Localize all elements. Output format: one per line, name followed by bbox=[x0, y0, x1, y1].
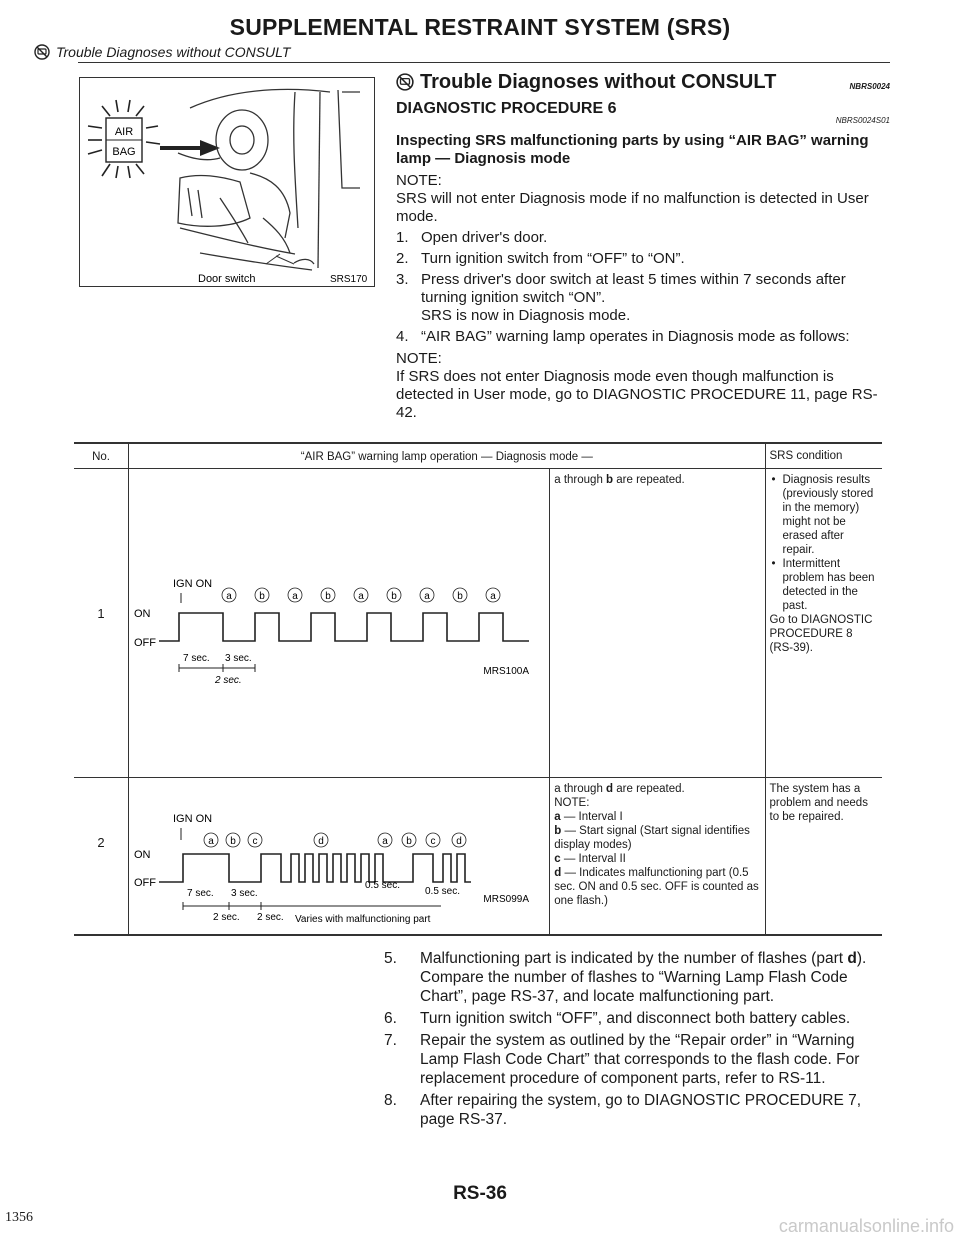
no-consult-icon bbox=[34, 44, 50, 60]
page-number: 1356 bbox=[5, 1210, 33, 1225]
bottom-steps bbox=[384, 946, 884, 1129]
figure-code: SRS170 bbox=[330, 274, 368, 285]
label-a: a bbox=[208, 836, 214, 847]
waveform-cell bbox=[129, 778, 550, 936]
time-05sec-a: 0.5 sec. bbox=[365, 880, 401, 891]
label-a: a bbox=[424, 591, 430, 602]
step-text: After repairing the system, go to DIAGNOSTIC PROCEDURE 7, page RS-37. bbox=[420, 1092, 862, 1128]
step-number: 2. bbox=[396, 250, 409, 267]
note2-label: NOTE: bbox=[396, 350, 442, 367]
time-2sec-b: 2 sec. bbox=[257, 912, 284, 923]
condition-cell bbox=[765, 778, 882, 936]
row-number: 2 bbox=[97, 835, 105, 850]
label-b: b bbox=[325, 591, 331, 602]
on-label: ON bbox=[134, 849, 151, 861]
label-a: a bbox=[382, 836, 388, 847]
step-text: Turn ignition switch from “OFF” to “ON”. bbox=[421, 250, 685, 267]
label-b: b bbox=[259, 591, 265, 602]
warning-lamp-icon bbox=[88, 100, 160, 178]
label-b: b bbox=[391, 591, 397, 602]
no-consult-icon bbox=[396, 73, 414, 91]
description-item: b — Start signal (Start signal identifies display modes) bbox=[554, 825, 750, 851]
time-7sec: 7 sec. bbox=[187, 888, 214, 899]
step-text: Open driver's door. bbox=[421, 229, 548, 246]
step-text: “AIR BAG” warning lamp operates in Diagnosis mode as follows: bbox=[421, 328, 850, 345]
condition-bullet: • Diagnosis results (previously stored in the memory) might not be erased after repair. bbox=[770, 473, 879, 557]
waveform-code: MRS099A bbox=[483, 894, 530, 905]
off-label: OFF bbox=[134, 637, 157, 649]
off-label: OFF bbox=[134, 877, 157, 889]
lamp-label-bag: BAG bbox=[112, 146, 136, 158]
procedure-heading: Inspecting SRS malfunctioning parts by using “AIR BAG” warning lamp — Diagnosis mode bbox=[396, 132, 869, 167]
ign-on-label: IGN ON bbox=[173, 813, 213, 825]
step-number: 7. bbox=[384, 1032, 397, 1049]
step-number: 1. bbox=[396, 229, 409, 246]
label-b: b bbox=[457, 591, 463, 602]
page-title: SUPPLEMENTAL RESTRAINT SYSTEM (SRS) bbox=[229, 14, 731, 40]
condition-text: The system has a problem and needs to be repaired. bbox=[769, 783, 868, 823]
condition-goto: Go to DIAGNOSTIC PROCEDURE 8 (RS-39). bbox=[769, 614, 873, 654]
step-item bbox=[396, 328, 890, 346]
row-number-cell bbox=[74, 469, 129, 778]
time-2sec-a: 2 sec. bbox=[213, 912, 240, 923]
step-item bbox=[384, 1091, 884, 1129]
sub-code: NBRS0024S01 bbox=[835, 116, 890, 125]
door-switch-figure bbox=[79, 77, 375, 287]
car-interior-drawing bbox=[178, 89, 360, 270]
section-code: NBRS0024 bbox=[849, 82, 890, 91]
description-cell bbox=[550, 778, 765, 936]
note2-text: If SRS does not enter Diagnosis mode even though malfunction is detected in User mode, go to DIAGNOSTIC PROCEDURE 11, page RS-42. bbox=[396, 368, 878, 421]
table-row bbox=[74, 778, 882, 936]
condition-bullet: • Intermittent problem has been detected in the past. bbox=[770, 557, 879, 613]
step-number: 5. bbox=[384, 950, 397, 967]
header-no: No. bbox=[74, 443, 129, 469]
description-item: d — Indicates malfunctioning part (0.5 sec. ON and 0.5 sec. OFF is counted as one flash.) bbox=[554, 867, 759, 907]
time-05sec-b: 0.5 sec. bbox=[425, 886, 461, 897]
label-d: d bbox=[456, 836, 462, 847]
waveform-labels bbox=[222, 588, 500, 602]
label-a: a bbox=[226, 591, 232, 602]
subtitle-text: Trouble Diagnoses without CONSULT bbox=[56, 44, 291, 60]
on-label: ON bbox=[134, 608, 151, 620]
step-item bbox=[396, 250, 890, 268]
step-number: 3. bbox=[396, 271, 409, 288]
section-title bbox=[396, 68, 890, 96]
diagnosis-table bbox=[74, 442, 882, 936]
condition-cell bbox=[765, 469, 882, 778]
label-a: a bbox=[490, 591, 496, 602]
door-switch-illustration bbox=[80, 78, 374, 286]
procedure-section bbox=[396, 68, 890, 422]
step-number: 6. bbox=[384, 1010, 397, 1027]
header-divider bbox=[78, 62, 890, 63]
procedure-title: DIAGNOSTIC PROCEDURE 6 bbox=[396, 100, 617, 117]
description-cell bbox=[550, 469, 765, 778]
step-item bbox=[384, 949, 884, 1006]
waveform-line bbox=[159, 613, 529, 641]
waveform-1 bbox=[129, 469, 529, 773]
page-code: RS-36 bbox=[453, 1183, 507, 1204]
waveform-cell bbox=[129, 469, 550, 778]
description-note: NOTE: bbox=[554, 797, 590, 809]
step-number: 8. bbox=[384, 1092, 397, 1109]
label-b: b bbox=[230, 836, 236, 847]
step-text: Repair the system as outlined by the “Repair order” in “Warning Lamp Flash Code Chart” that corresponds to the flash code. For replacement procedure of component parts, refer to RS-11. bbox=[420, 1032, 860, 1087]
door-switch-label: Door switch bbox=[198, 273, 256, 285]
waveform-1-line bbox=[159, 613, 529, 641]
ign-on-label: IGN ON bbox=[173, 578, 213, 590]
label-c: c bbox=[252, 836, 258, 847]
step-number: 4. bbox=[396, 328, 409, 345]
time-2sec: 2 sec. bbox=[215, 675, 242, 686]
description-text: a through d are repeated. bbox=[554, 783, 685, 795]
table-row bbox=[74, 469, 882, 778]
label-b: b bbox=[406, 836, 412, 847]
waveform-2-line bbox=[159, 854, 471, 882]
step-item bbox=[396, 229, 890, 247]
waveform-code: MRS100A bbox=[483, 666, 530, 677]
step-text: Malfunctioning part is indicated by the number of flashes (part d). Compare the number of flashes to “Warning Lamp Flash Code Chart”, page RS-37, and locate malfunctioning part. bbox=[420, 950, 867, 1005]
note-text: SRS will not enter Diagnosis mode if no malfunction is detected in User mode. bbox=[396, 190, 869, 225]
arrow-icon bbox=[160, 140, 220, 156]
section-title-text: Trouble Diagnoses without CONSULT bbox=[420, 71, 777, 93]
description-item: c — Interval II bbox=[554, 853, 626, 865]
step-item bbox=[384, 1009, 884, 1028]
label-c: c bbox=[430, 836, 436, 847]
step-text: Press driver's door switch at least 5 times within 7 seconds after turning ignition switch “ON”. bbox=[421, 271, 846, 306]
step-item bbox=[396, 271, 890, 325]
waveform-line bbox=[159, 854, 471, 882]
description-text: a through b are repeated. bbox=[554, 474, 685, 486]
time-7sec: 7 sec. bbox=[183, 653, 210, 664]
varies-label: Varies with malfunctioning part bbox=[295, 914, 431, 925]
step-text: Turn ignition switch “OFF”, and disconnect both battery cables. bbox=[420, 1010, 851, 1027]
label-a: a bbox=[292, 591, 298, 602]
lamp-label-air: AIR bbox=[114, 126, 134, 138]
label-a: a bbox=[358, 591, 364, 602]
label-d: d bbox=[318, 836, 324, 847]
time-3sec: 3 sec. bbox=[225, 653, 252, 664]
row-number-cell bbox=[74, 778, 129, 936]
waveform-labels bbox=[204, 833, 466, 847]
page-subtitle bbox=[34, 44, 290, 60]
row-number: 1 bbox=[97, 606, 105, 621]
step-extra: SRS is now in Diagnosis mode. bbox=[421, 307, 631, 324]
header-condition: SRS condition bbox=[765, 443, 882, 469]
time-3sec: 3 sec. bbox=[231, 888, 258, 899]
step-item bbox=[384, 1031, 884, 1088]
note-label: NOTE: bbox=[396, 172, 442, 189]
header-operation: “AIR BAG” warning lamp operation — Diagnosis mode — bbox=[129, 443, 765, 469]
watermark: carmanualsonline.info bbox=[778, 1216, 954, 1236]
waveform-2 bbox=[129, 778, 529, 930]
description-item: a — Interval I bbox=[554, 811, 623, 823]
